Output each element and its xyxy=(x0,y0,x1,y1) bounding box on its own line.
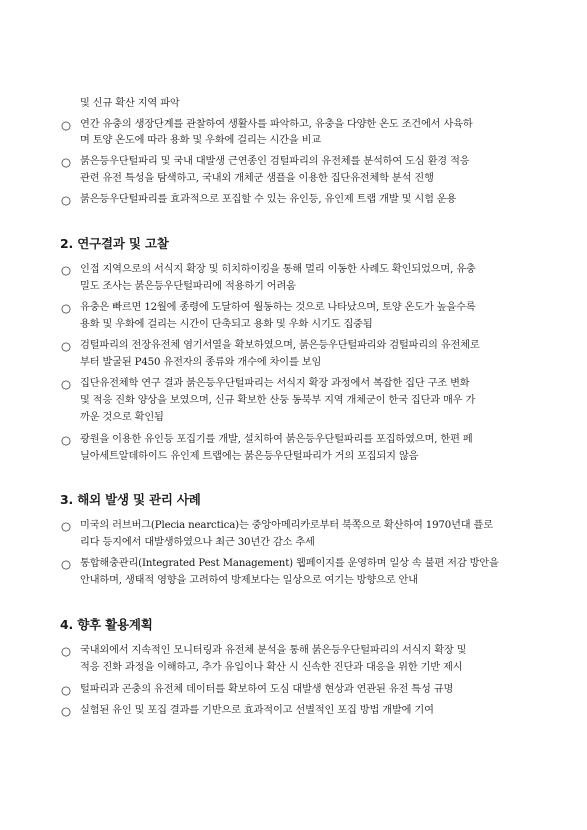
text-line: 실험된 유인 및 포집 결과를 기반으로 효과적이고 선별적인 포집 방법 개발에 기여 xyxy=(80,705,434,716)
bullet-circle-icon: ○ xyxy=(61,377,72,391)
text-line: 검털파리의 전장유전체 염기서열을 확보하였으며, 붉은등우단털파리와 검털파리의 유전체로 xyxy=(80,340,480,351)
text-line: 붉은등우단털파리를 효과적으로 포집할 수 있는 유인등, 유인제 트랩 개발 및 시험 운용 xyxy=(80,194,457,205)
section-heading: 3. 해외 발생 및 관리 사례 xyxy=(60,492,201,507)
text-line: 리다 등지에서 대발생하였으나 최근 30년간 감소 추세 xyxy=(80,537,315,548)
text-line: 적응 진화 과정을 이해하고, 추가 유입이나 확산 시 신속한 진단과 대응을 위한 기반 제시 xyxy=(80,662,463,673)
text-line: 인접 지역으로의 서식지 확장 및 히치하이킹을 통해 멀리 이동한 사례도 확인되었으며, 유충 xyxy=(80,264,476,275)
bullet-circle-icon: ○ xyxy=(61,519,72,533)
text-line: 부터 발굴된 P450 유전자의 종류와 개수에 차이를 보임 xyxy=(80,357,322,368)
text-line: 털파리과 곤충의 유전체 데이터를 확보하여 도심 대발생 현상과 연관된 유전 특성 규명 xyxy=(80,684,454,695)
text-line: 관련 유전 특성을 탐색하고, 국내외 개체군 샘플을 이용한 집단유전체학 분석 진행 xyxy=(80,173,434,184)
text-line: 및 신규 확산 지역 파악 xyxy=(80,98,180,109)
text-line: 광원을 이용한 유인등 포집기를 개발, 설치하여 붉은등우단털파리를 포집하였으며, 한편 페 xyxy=(80,434,473,445)
bullet-circle-icon: ○ xyxy=(61,193,72,207)
text-line: 며 토양 온도에 따라 용화 및 우화에 걸리는 시간을 비교 xyxy=(80,135,321,146)
text-line: 용화 및 우화에 걸리는 시간이 단축되고 용화 및 우화 시기도 집중됨 xyxy=(80,319,373,330)
text-line: 국내외에서 지속적인 모니터링과 유전체 분석을 통해 붉은등우단털파리의 서식지 확장 및 xyxy=(80,645,467,656)
text-line: 까운 것으로 확인됨 xyxy=(80,412,164,423)
text-line: 집단유전체학 연구 결과 붉은등우단털파리는 서식지 확장 과정에서 복잡한 집단 구조 변화 xyxy=(80,378,470,389)
text-line: 닐아세트알데하이드 유인제 트랩에는 붉은등우단털파리가 거의 포집되지 않음 xyxy=(80,451,419,462)
bullet-circle-icon: ○ xyxy=(61,118,72,132)
bullet-circle-icon: ○ xyxy=(61,301,72,315)
bullet-circle-icon: ○ xyxy=(61,557,72,571)
text-line: 및 적응 진화 양상을 보였으며, 신규 확보한 산둥 동북부 지역 개체군이 한국 집단과 매우 가 xyxy=(80,395,476,406)
text-line: 밀도 조사는 붉은등우단털파리에 적용하기 어려움 xyxy=(80,281,296,292)
section-heading: 2. 연구결과 및 고찰 xyxy=(60,236,169,251)
text-line: 통합해충관리(Integrated Pest Management) 웹페이지를 운영하며 일상 속 불편 저감 방안을 xyxy=(80,558,499,569)
bullet-circle-icon: ○ xyxy=(61,339,72,353)
text-line: 안내하며, 생태적 영향을 고려하여 방제보다는 일상으로 여기는 방향으로 안내 xyxy=(80,575,418,586)
bullet-circle-icon: ○ xyxy=(61,683,72,697)
section-heading: 4. 향후 활용계획 xyxy=(60,617,153,632)
text-line: 붉은등우단털파리 및 국내 대발생 근연종인 검털파리의 유전체를 분석하여 도심 환경 적응 xyxy=(80,156,470,167)
bullet-circle-icon: ○ xyxy=(61,433,72,447)
text-line: 미국의 러브버그(Plecia nearctica)는 중앙아메리카로부터 북쪽으로 확산하여 1970년대 플로 xyxy=(80,520,493,531)
bullet-circle-icon: ○ xyxy=(61,704,72,718)
text-line: 연간 유충의 생장단계를 관찰하여 생활사를 파악하고, 유충을 다양한 온도 조건에서 사육하 xyxy=(80,119,473,130)
bullet-circle-icon: ○ xyxy=(61,155,72,169)
bullet-circle-icon: ○ xyxy=(61,644,72,658)
bullet-circle-icon: ○ xyxy=(61,263,72,277)
text-line: 유충은 빠르면 12월에 종령에 도달하여 월동하는 것으로 나타났으며, 토양 온도가 높을수록 xyxy=(80,302,476,313)
